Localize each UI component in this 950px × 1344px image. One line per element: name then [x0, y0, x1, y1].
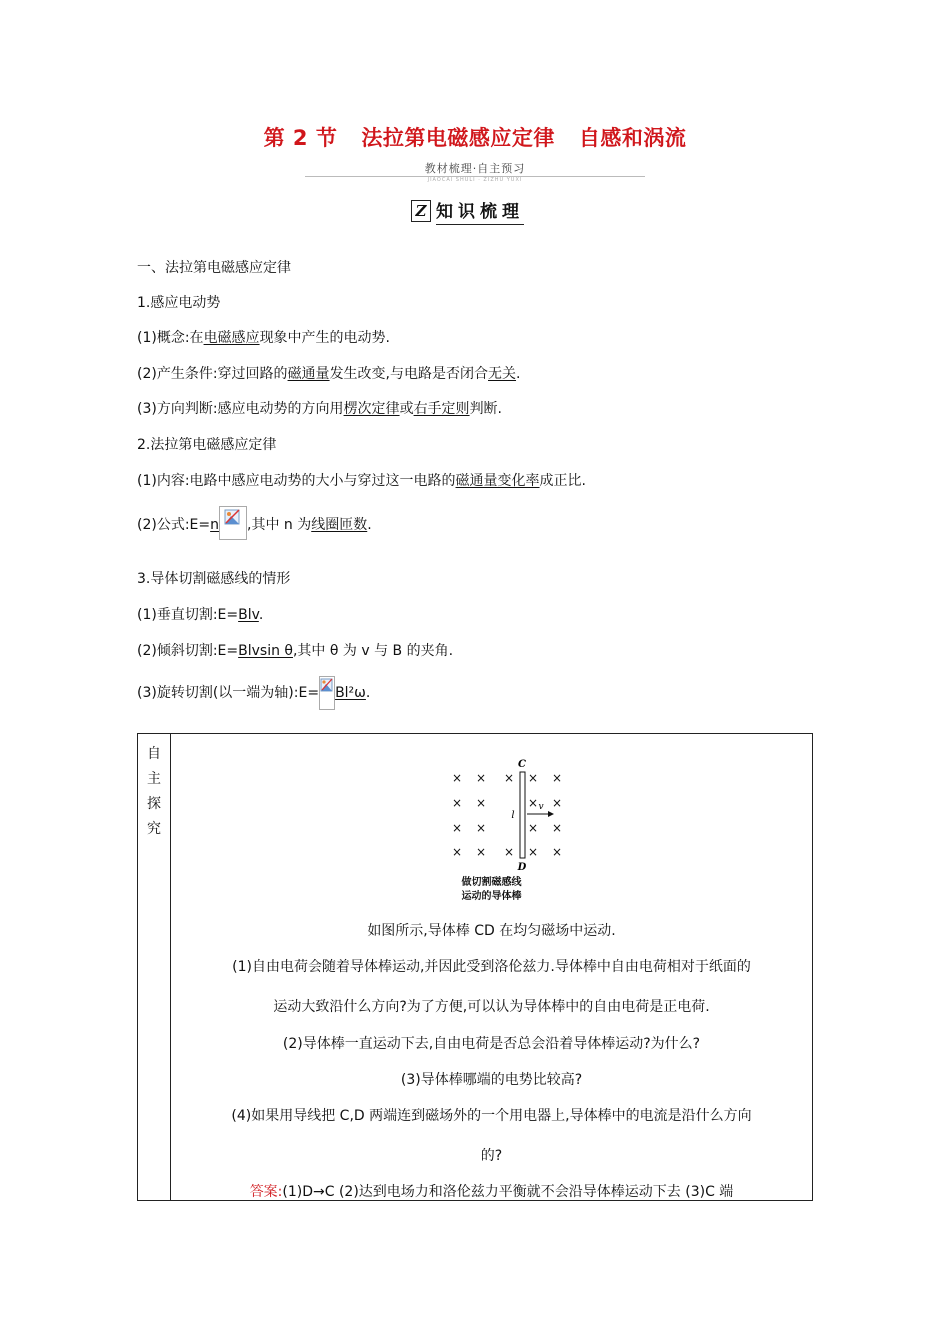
- explore-intro: 如图所示,导体棒 CD 在均匀磁场中运动.: [367, 923, 616, 939]
- label-v: v: [538, 802, 544, 812]
- explore-content: [171, 734, 812, 1200]
- heading-faraday-law: 一、法拉第电磁感应定律: [137, 260, 291, 276]
- line-inclined: (2)倾斜切割:E=Blvsin θ,其中 θ 为 v 与 B 的夹角.: [137, 643, 454, 659]
- subheader-label: 教材梳理·自主预习: [424, 162, 526, 175]
- figure-caption-1: 做切割磁感线: [461, 877, 522, 888]
- svg-text:×: ×: [551, 845, 563, 859]
- question-3: (3)导体棒哪端的电势比较高?: [400, 1072, 583, 1088]
- line-formula: (2)公式:E=n ,其中 n 为线圈匝数.: [137, 514, 372, 538]
- subheading-faraday: 2.法拉第电磁感应定律: [137, 437, 277, 453]
- title-section-number: 第 2 节: [263, 126, 338, 150]
- section-heading: [411, 198, 524, 224]
- question-1b: 运动大致沿什么方向?为了方便,可以认为导体棒中的自由电荷是正电荷.: [273, 999, 710, 1015]
- figure-caption-2: 运动的导体棒: [461, 891, 522, 902]
- blank-answer: 磁通量变化率: [455, 473, 540, 489]
- blank-answer: 线圈匝数: [311, 517, 368, 533]
- answer-line: [171, 1181, 812, 1201]
- blank-answer: 楞次定律: [343, 401, 400, 417]
- section-z-badge: Z: [411, 200, 431, 222]
- broken-image-icon: [319, 676, 335, 696]
- svg-text:×: ×: [503, 845, 515, 859]
- line-content: (1)内容:电路中感应电动势的大小与穿过这一电路的磁通量变化率成正比.: [137, 473, 586, 489]
- svg-text:×: ×: [451, 821, 463, 835]
- label-c: C: [518, 759, 526, 770]
- svg-text:×: ×: [475, 821, 487, 835]
- svg-text:×: ×: [475, 771, 487, 785]
- blank-answer: 无关: [488, 366, 517, 382]
- svg-text:×: ×: [551, 821, 563, 835]
- broken-image-icon: [219, 506, 247, 538]
- svg-text:×: ×: [527, 821, 539, 835]
- conductor-rod: [520, 772, 525, 858]
- line-direction: (3)方向判断:感应电动势的方向用楞次定律或右手定则判断.: [137, 401, 503, 417]
- blank-answer: Bl²ω: [335, 685, 366, 701]
- subheading-emf: 1.感应电动势: [137, 295, 221, 311]
- conductor-rod-figure: [447, 754, 587, 874]
- explore-side-label: 自 主 探 究: [147, 746, 161, 837]
- svg-text:×: ×: [451, 796, 463, 810]
- explore-table: [137, 733, 813, 1201]
- subheading-cutting: 3.导体切割磁感线的情形: [137, 571, 291, 587]
- label-d: D: [517, 862, 527, 873]
- velocity-arrowhead: [548, 811, 554, 817]
- line-rotation: (3)旋转切割(以一端为轴):E= Bl²ω.: [137, 682, 370, 702]
- svg-text:×: ×: [503, 771, 515, 785]
- question-4a: (4)如果用导线把 C,D 两端连到磁场外的一个用电器上,导体棒中的电流是沿什么方向: [231, 1108, 752, 1124]
- subheader-bar: [305, 160, 645, 184]
- page-title: [0, 122, 950, 152]
- title-sub: 自感和涡流: [578, 126, 687, 150]
- question-2: (2)导体棒一直运动下去,自由电荷是否总会沿着导体棒运动?为什么?: [282, 1036, 701, 1052]
- line-condition: (2)产生条件:穿过回路的磁通量发生改变,与电路是否闭合无关.: [137, 366, 521, 382]
- svg-text:×: ×: [527, 796, 539, 810]
- svg-text:×: ×: [551, 771, 563, 785]
- blank-answer: Blvsin θ: [238, 643, 293, 659]
- blank-answer: 电磁感应: [203, 330, 260, 346]
- blank-answer: 磁通量: [287, 366, 330, 382]
- subheader-pinyin: JIAOCAI SHULI · ZIZHU YUXI: [427, 177, 523, 183]
- title-main: 法拉第电磁感应定律: [361, 126, 555, 150]
- label-l: l: [511, 810, 515, 821]
- question-1a: (1)自由电荷会随着导体棒运动,并因此受到洛伦兹力.导体棒中自由电荷相对于纸面的: [232, 959, 751, 975]
- section-label: 知识梳理: [436, 197, 524, 225]
- answer-label: 答案:: [249, 1184, 283, 1200]
- svg-text:×: ×: [451, 845, 463, 859]
- blank-answer: Blv: [238, 607, 259, 623]
- blank-answer: 右手定则: [413, 401, 470, 417]
- line-concept: (1)概念:在电磁感应现象中产生的电动势.: [137, 330, 391, 346]
- svg-text:×: ×: [551, 796, 563, 810]
- line-perpendicular: (1)垂直切割:E=Blv.: [137, 607, 264, 623]
- question-4b: 的?: [480, 1148, 503, 1164]
- magnetic-field-crosses: [452, 771, 562, 859]
- blank-answer: n: [210, 517, 219, 533]
- answer-text: (1)D→C (2)达到电场力和洛伦兹力平衡就不会沿导体棒运动下去 (3)C 端: [282, 1184, 734, 1200]
- svg-text:×: ×: [475, 796, 487, 810]
- svg-text:×: ×: [527, 771, 539, 785]
- svg-text:×: ×: [527, 845, 539, 859]
- svg-text:×: ×: [451, 771, 463, 785]
- svg-text:×: ×: [475, 845, 487, 859]
